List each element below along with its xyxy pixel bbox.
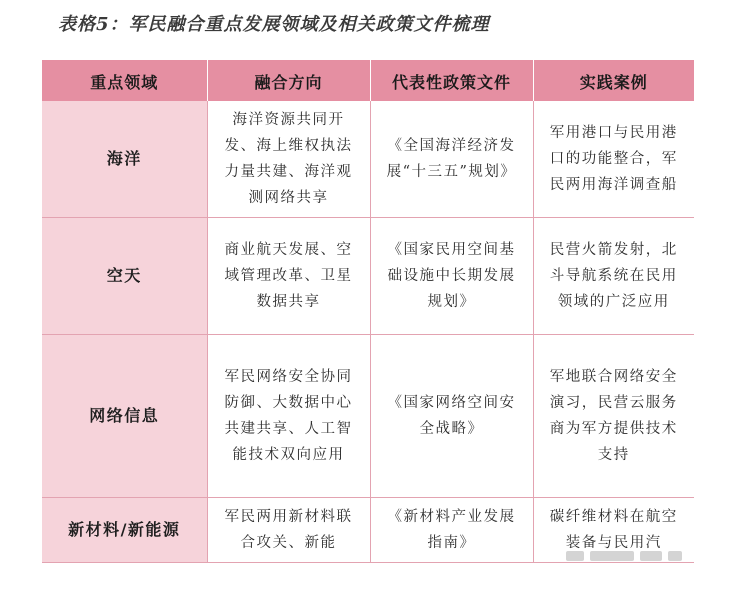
case-cell: 军用港口与民用港口的功能整合，军民两用海洋调查船 [533, 101, 694, 218]
header-case: 实践案例 [533, 61, 694, 102]
policy-cell: 《国家网络空间安全战略》 [370, 335, 533, 498]
domain-cell: 海洋 [42, 101, 207, 218]
table-row [42, 335, 694, 498]
watermark [566, 548, 692, 564]
direction-cell: 海洋资源共同开发、海上维权执法力量共建、海洋观测网络共享 [207, 101, 370, 218]
policy-table [42, 60, 694, 563]
watermark-mark [590, 551, 634, 561]
case-cell: 民营火箭发射，北斗导航系统在民用领域的广泛应用 [533, 218, 694, 335]
policy-cell: 《新材料产业发展指南》 [370, 498, 533, 563]
domain-cell: 新材料/新能源 [42, 498, 207, 563]
policy-cell: 《全国海洋经济发展“十三五”规划》 [370, 101, 533, 218]
header-policy: 代表性政策文件 [370, 61, 533, 102]
direction-cell: 商业航天发展、空域管理改革、卫星数据共享 [207, 218, 370, 335]
case-cell: 碳纤维材料在航空装备与民用汽 [533, 498, 694, 563]
policy-cell: 《国家民用空间基础设施中长期发展规划》 [370, 218, 533, 335]
direction-cell: 军民网络安全协同防御、大数据中心共建共享、人工智能技术双向应用 [207, 335, 370, 498]
table-row [42, 218, 694, 335]
domain-cell: 空天 [42, 218, 207, 335]
table-header-row [42, 61, 694, 102]
direction-cell: 军民两用新材料联合攻关、新能 [207, 498, 370, 563]
watermark-mark [640, 551, 662, 561]
table-row [42, 101, 694, 218]
case-cell: 军地联合网络安全演习，民营云服务商为军方提供技术支持 [533, 335, 694, 498]
watermark-mark [566, 551, 584, 561]
domain-cell: 网络信息 [42, 335, 207, 498]
watermark-mark [668, 551, 682, 561]
header-direction: 融合方向 [207, 61, 370, 102]
table-title: 表格5：军民融合重点发展领域及相关政策文件梳理 [58, 14, 490, 35]
header-domain: 重点领域 [42, 61, 207, 102]
